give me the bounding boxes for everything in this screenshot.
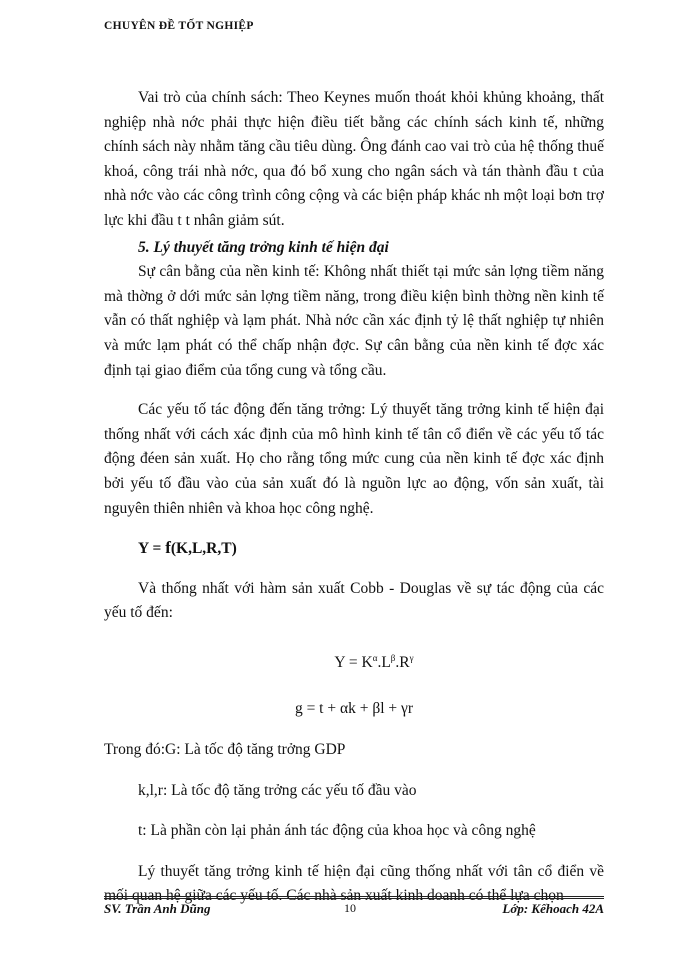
- formula-lhs: Y =: [138, 540, 166, 558]
- footer-rule-bottom: [104, 898, 604, 899]
- paragraph-modern-growth-theory: Lý thuyết tăng trởng kinh tế hiện đại cũng thống nhất với tân cổ điển về mối quan hệ giữa các yếu tố. Các nhà sản xuất kinh doanh có thể lựa chọn: [104, 862, 604, 905]
- formula-cd-base: Y = K: [334, 653, 373, 671]
- page-number: 10: [344, 901, 356, 915]
- page-header: CHUYÊN ĐỀ TỐT NGHIỆP: [104, 20, 254, 32]
- definition-t: t: Là phần còn lại phản ánh tác động của khoa học và công nghệ: [138, 822, 536, 840]
- definition-g: Trong đó:G: Là tốc độ tăng trởng GDP: [104, 741, 346, 759]
- footer-class: Lớp: Kếhoach 42A: [502, 901, 604, 916]
- footer-rule-top: [104, 896, 604, 897]
- formula-rhs: (K,L,R,T): [170, 540, 237, 558]
- formula-cobb-douglas: [144, 646, 604, 676]
- paragraph-cobb-douglas: Và thống nhất với hàm sản xuất Cobb - Douglas về sự tác động của các yếu tố đến:: [104, 579, 604, 622]
- paragraph-role-of-policy: Vai trò của chính sách: Theo Keynes muốn thoát khỏi khủng khoảng, thất nghiệp nhà nớc phải thực hiện điều tiết bằng các chính sách kinh tế, những chính sách này nhằm tăng cầu tiêu dùng. Ông đánh cao vai trò của hệ thống thuế khoá, công trái nhà nớc, qua đó bổ xung cho ngân sách và tán thành đầu t của nhà nớc vào các công trình công cộng và các biện pháp khác nh một loại bơn trợ lực khi đầu t t nhân giảm sút.: [104, 89, 604, 229]
- footer-author: SV. Trần Anh Dũng: [104, 901, 211, 916]
- gamma-exponent: γ: [409, 652, 414, 663]
- alpha-exponent: α: [372, 652, 378, 663]
- document-body: [104, 86, 604, 909]
- beta-exponent: β: [390, 652, 396, 663]
- formula-cd-r: .R: [395, 653, 410, 671]
- formula-cd-l: .L: [377, 653, 391, 671]
- section-heading: 5. Lý thuyết tăng trởng kinh tế hiện đại: [138, 238, 389, 256]
- formula-growth-rate: g = t + αk + βl + γr: [294, 700, 414, 718]
- paragraph-economic-balance: Sự cân bằng của nền kinh tế: Không nhất thiết tại mức sản lợng tiềm năng mà thờng ở dới mức sản lợng tiềm năng, trong điều kiện bình thờng nền kinh tế vẫn có thất nghiệp và lạm phát. Nhà nớc cần xác định tỷ lệ thất nghiệp tự nhiên và mức lạm phát có thể chấp nhận đợc. Sự cân bằng của nền kinh tế đợc xác định tại giao điểm của tổng cung và tổng cầu.: [104, 263, 604, 379]
- formula-f: f: [165, 538, 171, 558]
- definition-klr: k,l,r: Là tốc độ tăng trởng các yếu tố đầu vào: [138, 781, 417, 799]
- paragraph-growth-factors: Các yếu tố tác động đến tăng trởng: Lý thuyết tăng trởng kinh tế hiện đại thống nhất với cách xác định của mô hình kinh tế tân cổ điển về các yếu tố tác động đéen sản xuất. Họ cho rằng tổng mức cung của nền kinh tế đợc xác định bởi yếu tố đầu vào của sản xuất đó là nguồn lực ao động, vốn sản xuất, tài nguyên thiên nhiên và khoa học công nghệ.: [104, 401, 604, 517]
- formula-production-function: [104, 536, 604, 562]
